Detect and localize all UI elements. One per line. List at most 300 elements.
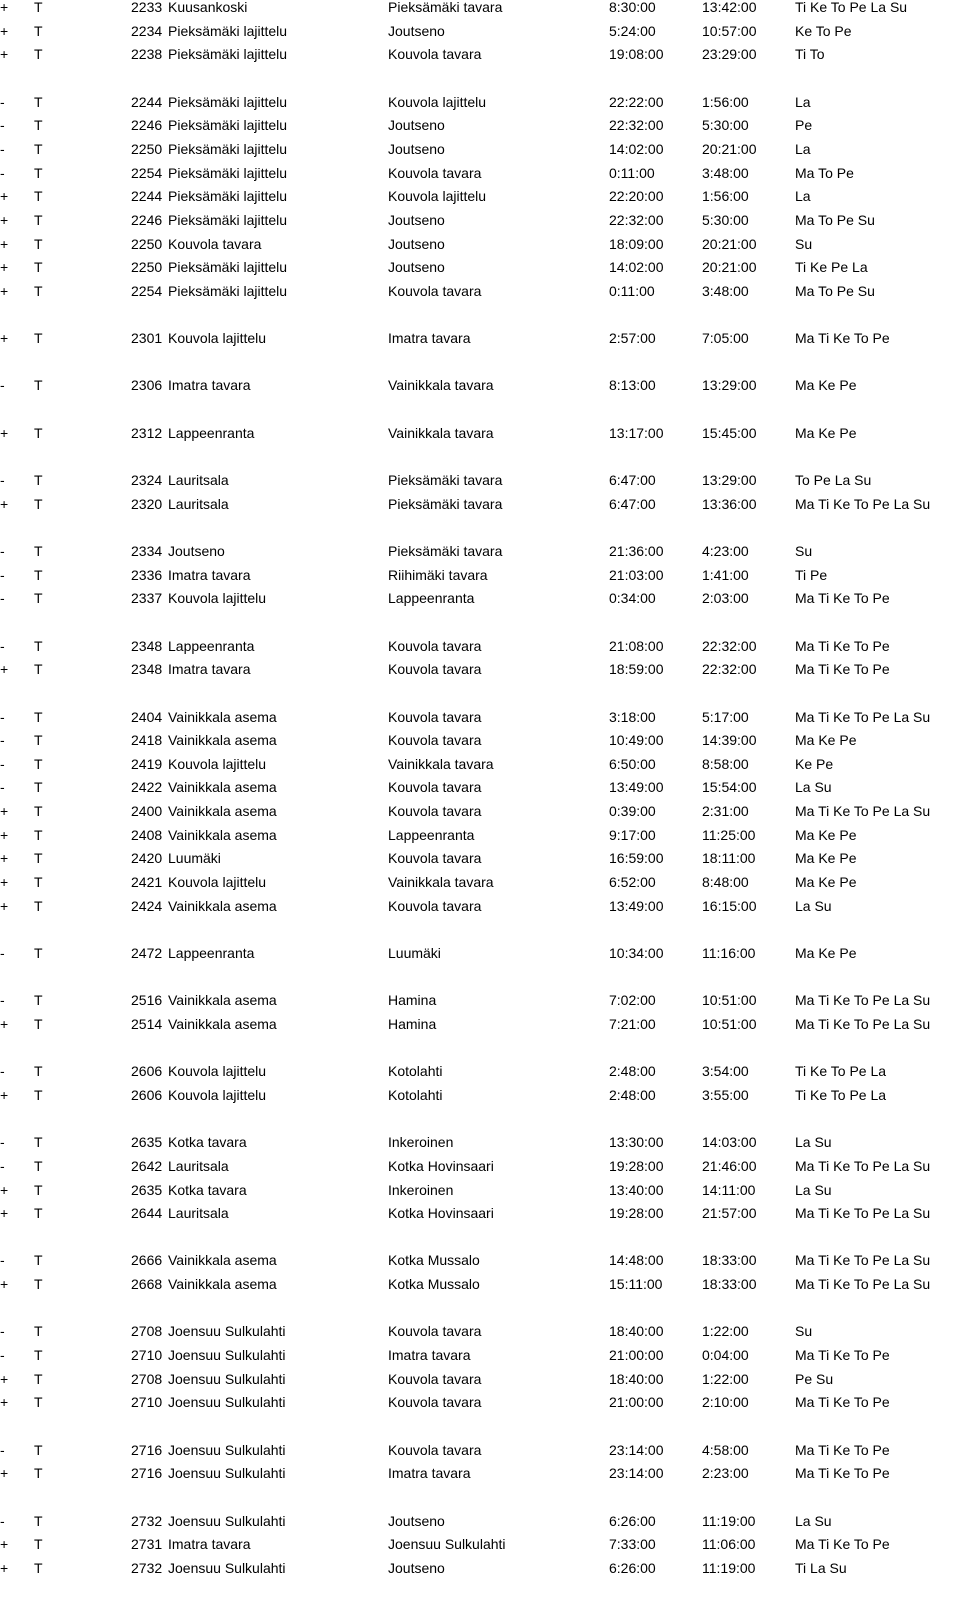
destination-station: Joutseno (388, 1559, 445, 1576)
departure-time: 13:49:00 (609, 897, 664, 914)
origin-station: Vainikkala asema (168, 897, 277, 914)
departure-time: 23:14:00 (609, 1441, 664, 1458)
origin-station: Pieksämäki lajittelu (168, 259, 288, 276)
destination-station: Kotolahti (388, 1086, 443, 1103)
origin-station: Pieksämäki lajittelu (168, 282, 288, 299)
timetable-row (0, 280, 960, 302)
type-cell: T (34, 945, 43, 961)
arrival-time: 11:19:00 (702, 1559, 756, 1576)
type-cell: T (34, 235, 43, 252)
destination-station: Vainikkala tavara (388, 755, 494, 772)
destination-station: Pieksämäki tavara (388, 0, 503, 15)
origin-station: Kouvola tavara (168, 235, 262, 252)
train-number: 2716 (131, 1441, 163, 1458)
type-cell: T (34, 495, 43, 512)
timetable-row (0, 20, 960, 42)
timetable-row (0, 1084, 960, 1106)
departure-time: 13:17:00 (609, 424, 664, 441)
arrival-time: 13:36:00 (702, 495, 757, 512)
destination-station: Imatra tavara (388, 1465, 471, 1482)
train-number: 2301 (131, 330, 163, 347)
train-number: 2710 (131, 1394, 163, 1411)
operating-days: Ti Ke To Pe La Su (795, 0, 908, 15)
sign-cell: + (0, 897, 9, 914)
destination-station: Lappeenranta (388, 826, 475, 843)
timetable-row (0, 1344, 960, 1366)
train-number: 2306 (131, 377, 163, 394)
departure-time: 18:40:00 (609, 1323, 664, 1340)
departure-time: 18:40:00 (609, 1370, 664, 1387)
operating-days: Ma Ti Ke To Pe (795, 1465, 890, 1482)
timetable-row (0, 753, 960, 775)
train-number: 2238 (131, 46, 163, 63)
sign-cell: + (0, 1181, 9, 1198)
sign-cell: - (0, 117, 5, 134)
origin-station: Lappeenranta (168, 637, 255, 654)
train-number: 2336 (131, 566, 163, 583)
departure-time: 6:26:00 (609, 1559, 656, 1576)
type-cell: T (34, 826, 43, 843)
timetable-row (0, 138, 960, 160)
departure-time: 10:34:00 (609, 945, 664, 961)
operating-days: La (795, 93, 811, 110)
train-number: 2708 (131, 1370, 163, 1387)
origin-station: Lauritsala (168, 1157, 229, 1174)
operating-days: La Su (795, 897, 832, 914)
departure-time: 0:39:00 (609, 803, 656, 820)
destination-station: Kotka Mussalo (388, 1276, 480, 1293)
train-number: 2348 (131, 637, 163, 654)
origin-station: Kouvola lajittelu (168, 1086, 267, 1103)
destination-station: Kouvola tavara (388, 1323, 482, 1340)
origin-station: Lauritsala (168, 495, 229, 512)
destination-station: Pieksämäki tavara (388, 472, 503, 488)
train-number: 2334 (131, 542, 163, 559)
sign-cell: - (0, 1323, 5, 1340)
destination-station: Kouvola tavara (388, 732, 482, 749)
operating-days: Ma Ti Ke To Pe La Su (795, 495, 931, 512)
train-number: 2666 (131, 1252, 163, 1269)
arrival-time: 20:21:00 (702, 259, 757, 276)
destination-station: Joutseno (388, 1512, 445, 1529)
arrival-time: 1:56:00 (702, 188, 749, 205)
departure-time: 2:48:00 (609, 1086, 656, 1103)
type-cell: T (34, 897, 43, 914)
departure-time: 21:00:00 (609, 1394, 664, 1411)
arrival-time: 15:54:00 (702, 779, 757, 796)
operating-days: Ma To Pe Su (795, 282, 875, 299)
type-cell: T (34, 708, 43, 725)
destination-station: Joutseno (388, 235, 445, 252)
sign-cell: - (0, 93, 5, 110)
departure-time: 23:14:00 (609, 1465, 664, 1482)
operating-days: Ma Ti Ke To Pe (795, 1441, 890, 1458)
timetable-row (0, 587, 960, 609)
type-cell: T (34, 22, 43, 39)
destination-station: Kouvola tavara (388, 1441, 482, 1458)
departure-time: 13:30:00 (609, 1134, 664, 1151)
departure-time: 18:09:00 (609, 235, 664, 252)
type-cell: T (34, 874, 43, 891)
timetable-row (0, 1462, 960, 1484)
arrival-time: 1:56:00 (702, 93, 749, 110)
timetable-row (0, 374, 960, 396)
operating-days: Ma Ti Ke To Pe (795, 661, 890, 678)
destination-station: Kouvola tavara (388, 803, 482, 820)
sign-cell: - (0, 708, 5, 725)
arrival-time: 3:54:00 (702, 1063, 749, 1080)
sign-cell: + (0, 1276, 9, 1293)
origin-station: Imatra tavara (168, 661, 251, 678)
destination-station: Kouvola tavara (388, 661, 482, 678)
arrival-time: 11:16:00 (702, 945, 756, 961)
origin-station: Lappeenranta (168, 424, 255, 441)
arrival-time: 3:48:00 (702, 164, 749, 181)
departure-time: 7:33:00 (609, 1536, 656, 1553)
destination-station: Vainikkala tavara (388, 377, 494, 394)
departure-time: 14:48:00 (609, 1252, 664, 1269)
origin-station: Imatra tavara (168, 566, 251, 583)
train-number: 2731 (131, 1536, 163, 1553)
origin-station: Lauritsala (168, 1205, 229, 1222)
timetable-row (0, 493, 960, 515)
sign-cell: + (0, 1370, 9, 1387)
operating-days: Pe (795, 117, 813, 134)
sign-cell: - (0, 590, 5, 607)
departure-time: 8:13:00 (609, 377, 656, 394)
type-cell: T (34, 1157, 43, 1174)
type-cell: T (34, 1134, 43, 1151)
operating-days: Ma To Pe Su (795, 211, 875, 228)
departure-time: 7:02:00 (609, 992, 656, 1009)
train-number: 2606 (131, 1086, 163, 1103)
destination-station: Joutseno (388, 22, 445, 39)
train-number: 2420 (131, 850, 163, 867)
departure-time: 0:11:00 (609, 164, 655, 181)
arrival-time: 11:25:00 (702, 826, 756, 843)
destination-station: Imatra tavara (388, 1347, 471, 1364)
timetable-row (0, 1439, 960, 1461)
arrival-time: 4:58:00 (702, 1441, 749, 1458)
train-number: 2635 (131, 1134, 163, 1151)
arrival-time: 18:11:00 (702, 850, 756, 867)
type-cell: T (34, 1536, 43, 1553)
train-number: 2424 (131, 897, 163, 914)
departure-time: 22:32:00 (609, 211, 664, 228)
type-cell: T (34, 1015, 43, 1032)
sign-cell: + (0, 330, 9, 347)
type-cell: T (34, 93, 43, 110)
sign-cell: - (0, 637, 5, 654)
departure-time: 22:32:00 (609, 117, 664, 134)
origin-station: Imatra tavara (168, 377, 251, 394)
operating-days: Ma Ti Ke To Pe (795, 1536, 890, 1553)
departure-time: 6:52:00 (609, 874, 656, 891)
operating-days: Ma Ti Ke To Pe La Su (795, 1276, 931, 1293)
type-cell: T (34, 140, 43, 157)
train-number: 2668 (131, 1276, 163, 1293)
operating-days: Ma Ti Ke To Pe (795, 590, 890, 607)
arrival-time: 10:57:00 (702, 22, 757, 39)
operating-days: Ti Pe (795, 566, 828, 583)
origin-station: Kouvola lajittelu (168, 755, 267, 772)
sign-cell: + (0, 259, 9, 276)
departure-time: 0:11:00 (609, 282, 655, 299)
timetable-row (0, 871, 960, 893)
departure-time: 21:00:00 (609, 1347, 664, 1364)
timetable-row (0, 1131, 960, 1153)
sign-cell: + (0, 424, 9, 441)
train-number: 2250 (131, 259, 163, 276)
destination-station: Pieksämäki tavara (388, 495, 503, 512)
train-number: 2246 (131, 211, 163, 228)
train-number: 2472 (131, 945, 163, 961)
timetable-row (0, 1510, 960, 1532)
timetable-row (0, 422, 960, 444)
departure-time: 10:49:00 (609, 732, 664, 749)
operating-days: Ma To Pe (795, 164, 854, 181)
departure-time: 19:28:00 (609, 1205, 664, 1222)
departure-time: 13:49:00 (609, 779, 664, 796)
departure-time: 0:34:00 (609, 590, 656, 607)
type-cell: T (34, 330, 43, 347)
operating-days: Ma Ti Ke To Pe La Su (795, 1205, 931, 1222)
origin-station: Kuusankoski (168, 0, 248, 15)
destination-station: Kotolahti (388, 1063, 443, 1080)
sign-cell: + (0, 874, 9, 891)
timetable-row (0, 658, 960, 680)
type-cell: T (34, 46, 43, 63)
arrival-time: 14:03:00 (702, 1134, 757, 1151)
destination-station: Kotka Hovinsaari (388, 1157, 494, 1174)
timetable-row (0, 1155, 960, 1177)
operating-days: Ma Ti Ke To Pe (795, 330, 890, 347)
arrival-time: 21:57:00 (702, 1205, 757, 1222)
timetable-row (0, 942, 960, 964)
destination-station: Vainikkala tavara (388, 424, 494, 441)
origin-station: Pieksämäki lajittelu (168, 164, 288, 181)
type-cell: T (34, 1394, 43, 1411)
timetable-row (0, 847, 960, 869)
origin-station: Pieksämäki lajittelu (168, 46, 288, 63)
timetable-row (0, 1533, 960, 1555)
departure-time: 6:26:00 (609, 1512, 656, 1529)
destination-station: Kouvola lajittelu (388, 93, 487, 110)
train-number: 2732 (131, 1512, 163, 1529)
train-number: 2606 (131, 1063, 163, 1080)
arrival-time: 13:42:00 (702, 0, 757, 15)
destination-station: Kouvola tavara (388, 164, 482, 181)
departure-time: 21:08:00 (609, 637, 664, 654)
type-cell: T (34, 472, 43, 488)
sign-cell: + (0, 1559, 9, 1576)
train-number: 2422 (131, 779, 163, 796)
origin-station: Vainikkala asema (168, 732, 277, 749)
arrival-time: 1:22:00 (702, 1323, 749, 1340)
sign-cell: - (0, 1063, 5, 1080)
timetable-row (0, 162, 960, 184)
sign-cell: + (0, 1536, 9, 1553)
type-cell: T (34, 661, 43, 678)
type-cell: T (34, 1181, 43, 1198)
origin-station: Kouvola lajittelu (168, 874, 267, 891)
operating-days: La Su (795, 779, 832, 796)
sign-cell: - (0, 140, 5, 157)
type-cell: T (34, 850, 43, 867)
arrival-time: 23:29:00 (702, 46, 757, 63)
destination-station: Joutseno (388, 117, 445, 134)
departure-time: 19:28:00 (609, 1157, 664, 1174)
sign-cell: - (0, 1134, 5, 1151)
sign-cell: + (0, 22, 9, 39)
arrival-time: 2:23:00 (702, 1465, 749, 1482)
arrival-time: 5:30:00 (702, 117, 749, 134)
origin-station: Joensuu Sulkulahti (168, 1441, 286, 1458)
origin-station: Kouvola lajittelu (168, 1063, 267, 1080)
origin-station: Lauritsala (168, 472, 229, 488)
type-cell: T (34, 0, 43, 15)
destination-station: Joutseno (388, 259, 445, 276)
operating-days: Ma Ke Pe (795, 732, 857, 749)
destination-station: Kouvola tavara (388, 637, 482, 654)
destination-station: Kouvola tavara (388, 46, 482, 63)
timetable-row (0, 706, 960, 728)
sign-cell: + (0, 282, 9, 299)
operating-days: Ti Ke To Pe La (795, 1063, 887, 1080)
type-cell: T (34, 637, 43, 654)
operating-days: La Su (795, 1134, 832, 1151)
destination-station: Kouvola tavara (388, 779, 482, 796)
arrival-time: 5:30:00 (702, 211, 749, 228)
arrival-time: 0:04:00 (702, 1347, 749, 1364)
type-cell: T (34, 992, 43, 1009)
type-cell: T (34, 1441, 43, 1458)
train-number: 2337 (131, 590, 163, 607)
origin-station: Joensuu Sulkulahti (168, 1559, 286, 1576)
destination-station: Pieksämäki tavara (388, 542, 503, 559)
type-cell: T (34, 1347, 43, 1364)
departure-time: 15:11:00 (609, 1276, 663, 1293)
operating-days: Ma Ti Ke To Pe La Su (795, 1252, 931, 1269)
train-number: 2642 (131, 1157, 163, 1174)
departure-time: 13:40:00 (609, 1181, 664, 1198)
timetable-row (0, 185, 960, 207)
operating-days: Ke Pe (795, 755, 834, 772)
destination-station: Kouvola tavara (388, 282, 482, 299)
origin-station: Pieksämäki lajittelu (168, 117, 288, 134)
arrival-time: 18:33:00 (702, 1276, 757, 1293)
timetable-row (0, 1249, 960, 1271)
train-number: 2254 (131, 164, 163, 181)
timetable-row (0, 256, 960, 278)
departure-time: 14:02:00 (609, 259, 664, 276)
timetable-row (0, 1202, 960, 1224)
arrival-time: 3:48:00 (702, 282, 749, 299)
origin-station: Pieksämäki lajittelu (168, 188, 288, 205)
type-cell: T (34, 803, 43, 820)
origin-station: Vainikkala asema (168, 1015, 277, 1032)
destination-station: Kotka Hovinsaari (388, 1205, 494, 1222)
sign-cell: + (0, 1086, 9, 1103)
destination-station: Kouvola tavara (388, 850, 482, 867)
train-number: 2250 (131, 140, 163, 157)
train-number: 2348 (131, 661, 163, 678)
operating-days: Ti Ke To Pe La (795, 1086, 887, 1103)
train-number: 2244 (131, 188, 163, 205)
departure-time: 21:36:00 (609, 542, 664, 559)
timetable-row (0, 91, 960, 113)
train-number: 2418 (131, 732, 163, 749)
train-number: 2246 (131, 117, 163, 134)
destination-station: Vainikkala tavara (388, 874, 494, 891)
arrival-time: 22:32:00 (702, 637, 757, 654)
sign-cell: + (0, 188, 9, 205)
sign-cell: - (0, 1512, 5, 1529)
type-cell: T (34, 1559, 43, 1576)
departure-time: 8:30:00 (609, 0, 656, 15)
departure-time: 9:17:00 (609, 826, 656, 843)
origin-station: Joensuu Sulkulahti (168, 1394, 286, 1411)
train-number: 2708 (131, 1323, 163, 1340)
destination-station: Inkeroinen (388, 1134, 454, 1151)
arrival-time: 4:23:00 (702, 542, 749, 559)
train-number: 2732 (131, 1559, 163, 1576)
timetable-row (0, 1368, 960, 1390)
timetable-row (0, 1557, 960, 1579)
operating-days: La Su (795, 1512, 832, 1529)
operating-days: To Pe La Su (795, 472, 872, 488)
operating-days: Su (795, 235, 813, 252)
operating-days: Ma Ke Pe (795, 945, 857, 961)
departure-time: 3:18:00 (609, 708, 656, 725)
operating-days: Ma Ke Pe (795, 377, 857, 394)
arrival-time: 14:11:00 (702, 1181, 756, 1198)
origin-station: Kouvola lajittelu (168, 330, 267, 347)
sign-cell: - (0, 472, 5, 488)
origin-station: Imatra tavara (168, 1536, 251, 1553)
arrival-time: 10:51:00 (702, 1015, 757, 1032)
destination-station: Kotka Mussalo (388, 1252, 480, 1269)
train-number: 2233 (131, 0, 163, 15)
timetable-row (0, 989, 960, 1011)
destination-station: Luumäki (388, 945, 441, 961)
sign-cell: - (0, 377, 5, 394)
timetable-row (0, 776, 960, 798)
timetable-row (0, 43, 960, 65)
arrival-time: 13:29:00 (702, 472, 757, 488)
operating-days: Su (795, 1323, 813, 1340)
arrival-time: 1:41:00 (702, 566, 749, 583)
timetable-row (0, 1060, 960, 1082)
arrival-time: 7:05:00 (702, 330, 749, 347)
timetable-row (0, 729, 960, 751)
sign-cell: + (0, 661, 9, 678)
sign-cell: - (0, 732, 5, 749)
departure-time: 16:59:00 (609, 850, 664, 867)
destination-station: Lappeenranta (388, 590, 475, 607)
operating-days: Ma Ti Ke To Pe La Su (795, 1015, 931, 1032)
train-number: 2404 (131, 708, 163, 725)
operating-days: Ma Ke Pe (795, 850, 857, 867)
arrival-time: 2:03:00 (702, 590, 749, 607)
destination-station: Riihimäki tavara (388, 566, 488, 583)
train-number: 2250 (131, 235, 163, 252)
sign-cell: - (0, 566, 5, 583)
train-number: 2421 (131, 874, 163, 891)
arrival-time: 3:55:00 (702, 1086, 749, 1103)
train-number: 2516 (131, 992, 163, 1009)
destination-station: Hamina (388, 1015, 437, 1032)
